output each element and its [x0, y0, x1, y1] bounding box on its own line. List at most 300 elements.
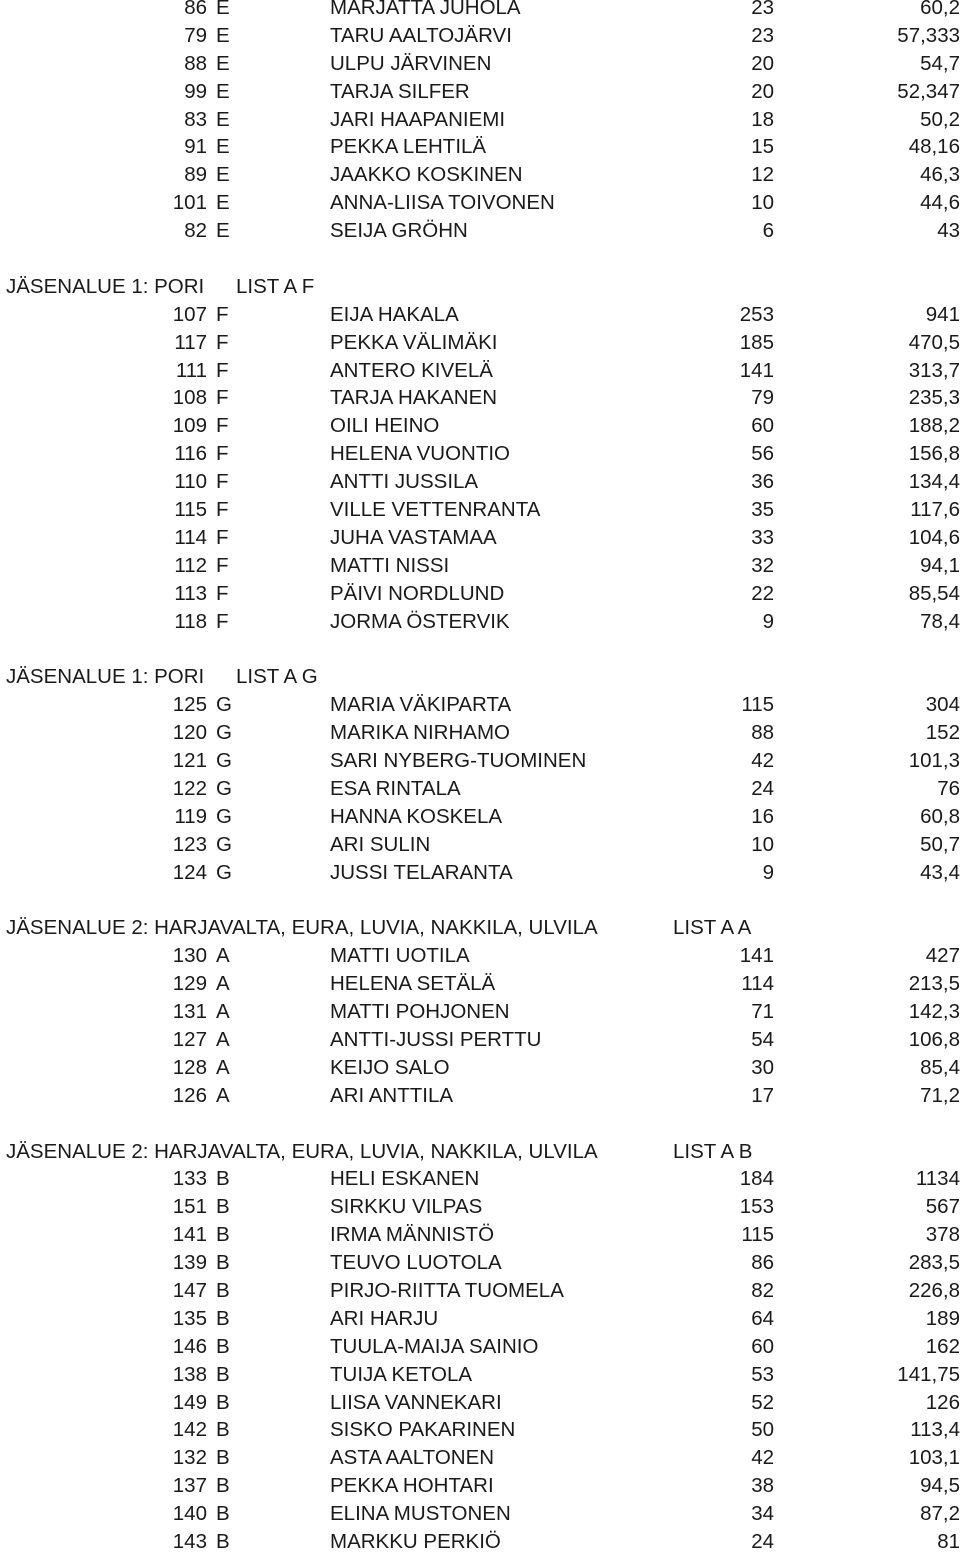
candidate-comparison: 188,2: [908, 414, 960, 438]
candidate-name: SEIJA GRÖHN: [330, 219, 468, 243]
candidate-name: ULPU JÄRVINEN: [330, 51, 492, 75]
candidate-comparison: 101,3: [908, 749, 960, 773]
candidate-list: B: [216, 1362, 230, 1386]
candidate-name: TARJA HAKANEN: [330, 386, 498, 410]
candidate-comparison: 94,5: [920, 1474, 960, 1498]
candidate-number: 128: [172, 1055, 207, 1079]
candidate-number: 149: [172, 1390, 207, 1414]
candidate-comparison: 470,5: [908, 330, 960, 354]
candidate-row: [0, 831, 960, 859]
candidate-row: [0, 0, 960, 22]
candidate-name: MATTI NISSI: [330, 553, 450, 577]
candidate-number: 89: [184, 163, 207, 187]
candidate-votes: 82: [751, 1278, 774, 1302]
candidate-row: [0, 691, 960, 719]
candidate-name: JORMA ÖSTERVIK: [330, 609, 510, 633]
candidate-comparison: 162: [925, 1334, 960, 1358]
candidate-name: ANNA-LIISA TOIVONEN: [330, 191, 555, 215]
candidate-row: [0, 580, 960, 608]
candidate-row: [0, 1361, 960, 1389]
candidate-votes: 64: [751, 1306, 774, 1330]
candidate-list: F: [216, 470, 229, 494]
section-spacer: [0, 635, 960, 663]
candidate-list: A: [216, 1083, 230, 1107]
candidate-comparison: 50,2: [920, 107, 960, 131]
candidate-list: E: [216, 107, 230, 131]
candidate-name: MARIA VÄKIPARTA: [330, 693, 512, 717]
section-header: [0, 273, 960, 301]
candidate-name: IRMA MÄNNISTÖ: [330, 1223, 495, 1247]
candidate-row: [0, 998, 960, 1026]
candidate-votes: 141: [739, 944, 774, 968]
candidate-name: VILLE VETTENRANTA: [330, 498, 541, 522]
candidate-list: F: [216, 581, 229, 605]
candidate-votes: 115: [741, 1223, 774, 1247]
candidate-list: B: [216, 1223, 230, 1247]
candidate-comparison: 189: [925, 1306, 960, 1330]
candidate-comparison: 156,8: [908, 442, 960, 466]
candidate-votes: 185: [739, 330, 774, 354]
candidate-name: ANTERO KIVELÄ: [330, 358, 493, 382]
candidate-number: 116: [174, 442, 207, 466]
candidate-list: B: [216, 1390, 230, 1414]
candidate-number: 115: [174, 498, 207, 522]
candidate-votes: 56: [751, 442, 774, 466]
candidate-name: MATTI POHJONEN: [330, 1000, 510, 1024]
section-area: JÄSENALUE 1: PORI: [6, 274, 205, 298]
candidate-number: 146: [172, 1334, 207, 1358]
candidate-list: E: [216, 0, 230, 19]
candidate-list: E: [216, 135, 230, 159]
section-list-label: LIST A F: [236, 274, 315, 298]
candidate-list: G: [216, 776, 232, 800]
candidate-row: [0, 1500, 960, 1528]
candidate-votes: 253: [739, 302, 774, 326]
section-header: [0, 914, 960, 942]
candidate-comparison: 141,75: [897, 1362, 960, 1386]
candidate-votes: 141: [739, 358, 774, 382]
candidate-comparison: 103,1: [908, 1446, 960, 1470]
candidate-votes: 20: [751, 51, 774, 75]
candidate-comparison: 54,7: [920, 51, 960, 75]
candidate-name: JAAKKO KOSKINEN: [330, 163, 523, 187]
candidate-votes: 53: [751, 1362, 774, 1386]
candidate-name: PIRJO-RIITTA TUOMELA: [330, 1278, 564, 1302]
candidate-comparison: 941: [925, 302, 960, 326]
candidate-list: E: [216, 191, 230, 215]
candidate-row: [0, 189, 960, 217]
candidate-comparison: 142,3: [908, 1000, 960, 1024]
candidate-number: 120: [172, 721, 207, 745]
candidate-votes: 6: [762, 219, 774, 243]
candidate-comparison: 60,2: [920, 0, 960, 19]
candidate-list: B: [216, 1251, 230, 1275]
candidate-votes: 9: [762, 609, 774, 633]
candidate-name: MATTI UOTILA: [330, 944, 470, 968]
candidate-comparison: 81: [937, 1529, 960, 1553]
candidate-comparison: 43,4: [920, 860, 960, 884]
candidate-number: 82: [184, 219, 207, 243]
candidate-votes: 54: [751, 1027, 774, 1051]
candidate-name: JARI HAAPANIEMI: [330, 107, 506, 131]
candidate-name: PEKKA HOHTARI: [330, 1474, 494, 1498]
candidate-list: A: [216, 1000, 230, 1024]
candidate-number: 127: [172, 1027, 207, 1051]
candidate-comparison: 113,4: [910, 1418, 960, 1442]
candidate-list: A: [216, 944, 230, 968]
candidate-row: [0, 133, 960, 161]
candidate-comparison: 48,16: [908, 135, 960, 159]
candidate-votes: 115: [741, 693, 774, 717]
candidate-list: B: [216, 1529, 230, 1553]
candidate-row: [0, 50, 960, 78]
candidate-row: [0, 1082, 960, 1110]
section-list-label: LIST A B: [673, 1139, 753, 1163]
candidate-list: B: [216, 1446, 230, 1470]
candidate-name: ELINA MUSTONEN: [330, 1502, 511, 1526]
candidate-list: G: [216, 860, 232, 884]
candidate-votes: 32: [751, 553, 774, 577]
candidate-comparison: 304: [925, 693, 960, 717]
candidate-number: 86: [184, 0, 207, 19]
candidate-number: 114: [174, 525, 207, 549]
candidate-name: OILI HEINO: [330, 414, 440, 438]
candidate-votes: 24: [751, 776, 774, 800]
candidate-list: F: [216, 442, 229, 466]
candidate-votes: 71: [751, 1000, 774, 1024]
candidate-votes: 18: [751, 107, 774, 131]
candidate-comparison: 52,347: [897, 79, 960, 103]
candidate-name: SARI NYBERG-TUOMINEN: [330, 749, 587, 773]
candidate-votes: 33: [751, 525, 774, 549]
section-spacer: [0, 245, 960, 273]
candidate-list: F: [216, 553, 229, 577]
candidate-name: ANTTI JUSSILA: [330, 470, 479, 494]
candidate-row: [0, 106, 960, 134]
candidate-comparison: 213,5: [908, 972, 960, 996]
candidate-number: 123: [172, 832, 207, 856]
candidate-votes: 23: [751, 23, 774, 47]
candidate-name: TEUVO LUOTOLA: [330, 1251, 502, 1275]
candidate-number: 99: [184, 79, 207, 103]
candidate-number: 101: [172, 191, 207, 215]
candidate-number: 107: [172, 302, 207, 326]
candidate-list: G: [216, 832, 232, 856]
candidate-row: [0, 608, 960, 636]
candidate-list: A: [216, 1027, 230, 1051]
candidate-row: [0, 1389, 960, 1417]
candidate-number: 133: [172, 1167, 207, 1191]
candidate-list: B: [216, 1502, 230, 1526]
candidate-list: E: [216, 219, 230, 243]
candidate-name: JUSSI TELARANTA: [330, 860, 513, 884]
candidate-comparison: 1134: [915, 1167, 960, 1191]
candidate-row: [0, 440, 960, 468]
section-list-label: LIST A G: [236, 665, 318, 689]
candidate-row: [0, 301, 960, 329]
candidate-votes: 114: [741, 972, 774, 996]
candidate-number: 110: [174, 470, 207, 494]
candidate-row: [0, 1305, 960, 1333]
candidate-name: HELENA VUONTIO: [330, 442, 510, 466]
candidate-number: 112: [174, 553, 207, 577]
candidate-comparison: 283,5: [908, 1251, 960, 1275]
candidate-comparison: 60,8: [920, 804, 960, 828]
candidate-name: ASTA AALTONEN: [330, 1446, 495, 1470]
candidate-number: 151: [172, 1195, 207, 1219]
candidate-number: 131: [172, 1000, 207, 1024]
candidate-votes: 23: [751, 0, 774, 19]
candidate-comparison: 78,4: [920, 609, 960, 633]
candidate-comparison: 567: [925, 1195, 960, 1219]
candidate-row: [0, 496, 960, 524]
candidate-comparison: 85,54: [908, 581, 960, 605]
candidate-votes: 9: [762, 860, 774, 884]
candidate-name: MARIKA NIRHAMO: [330, 721, 510, 745]
candidate-name: MARKKU PERKIÖ: [330, 1529, 501, 1553]
candidate-votes: 36: [751, 470, 774, 494]
candidate-votes: 16: [751, 804, 774, 828]
candidate-row: [0, 22, 960, 50]
candidate-comparison: 44,6: [920, 191, 960, 215]
candidate-row: [0, 1193, 960, 1221]
candidate-name: ARI ANTTILA: [330, 1083, 454, 1107]
candidate-comparison: 126: [925, 1390, 960, 1414]
candidate-comparison: 46,3: [920, 163, 960, 187]
candidate-list: B: [216, 1418, 230, 1442]
candidate-row: [0, 78, 960, 106]
candidate-list: B: [216, 1474, 230, 1498]
candidate-votes: 15: [751, 135, 774, 159]
candidate-row: [0, 468, 960, 496]
candidate-comparison: 226,8: [908, 1278, 960, 1302]
candidate-name: SISKO PAKARINEN: [330, 1418, 516, 1442]
candidate-name: ESA RINTALA: [330, 776, 461, 800]
candidate-row: [0, 1444, 960, 1472]
candidate-comparison: 152: [925, 721, 960, 745]
candidate-row: [0, 942, 960, 970]
candidate-number: 79: [184, 23, 207, 47]
candidate-list: F: [216, 498, 229, 522]
candidate-row: [0, 1416, 960, 1444]
candidate-comparison: 85,4: [920, 1055, 960, 1079]
candidate-number: 83: [184, 107, 207, 131]
candidate-row: [0, 775, 960, 803]
candidate-row: [0, 970, 960, 998]
candidate-comparison: 427: [925, 944, 960, 968]
candidate-number: 109: [172, 414, 207, 438]
candidate-votes: 42: [751, 1446, 774, 1470]
candidate-row: [0, 859, 960, 887]
candidate-comparison: 313,7: [908, 358, 960, 382]
candidate-votes: 34: [751, 1502, 774, 1526]
candidate-list: B: [216, 1334, 230, 1358]
candidate-votes: 52: [751, 1390, 774, 1414]
candidate-votes: 10: [751, 832, 774, 856]
candidate-number: 135: [172, 1306, 207, 1330]
candidate-votes: 10: [751, 191, 774, 215]
candidate-votes: 50: [751, 1418, 774, 1442]
candidate-number: 126: [172, 1083, 207, 1107]
candidate-list: E: [216, 163, 230, 187]
candidate-list: B: [216, 1306, 230, 1330]
candidate-name: TARU AALTOJÄRVI: [330, 23, 512, 47]
candidate-votes: 30: [751, 1055, 774, 1079]
candidate-votes: 22: [751, 581, 774, 605]
candidate-list: B: [216, 1278, 230, 1302]
candidate-name: MARJATTA JUHOLA: [330, 0, 521, 19]
candidate-name: HELENA SETÄLÄ: [330, 972, 496, 996]
candidate-name: PEKKA VÄLIMÄKI: [330, 330, 498, 354]
section-spacer: [0, 887, 960, 915]
candidate-number: 125: [172, 693, 207, 717]
candidate-number: 124: [172, 860, 207, 884]
candidate-list: F: [216, 358, 229, 382]
section-spacer: [0, 1110, 960, 1138]
candidate-votes: 88: [751, 721, 774, 745]
candidate-list: G: [216, 693, 232, 717]
candidate-number: 122: [172, 776, 207, 800]
candidate-row: [0, 747, 960, 775]
candidate-votes: 17: [751, 1083, 774, 1107]
candidate-row: [0, 161, 960, 189]
candidate-votes: 60: [751, 414, 774, 438]
candidate-comparison: 87,2: [920, 1502, 960, 1526]
candidate-row: [0, 357, 960, 385]
candidate-votes: 86: [751, 1251, 774, 1275]
candidate-list: E: [216, 51, 230, 75]
candidate-number: 88: [184, 51, 207, 75]
candidate-row: [0, 1277, 960, 1305]
candidate-name: PEKKA LEHTILÄ: [330, 135, 487, 159]
candidate-votes: 12: [751, 163, 774, 187]
section-area: JÄSENALUE 2: HARJAVALTA, EURA, LUVIA, NAKKILA, ULVILA: [6, 1139, 598, 1163]
candidate-row: [0, 524, 960, 552]
candidate-number: 91: [184, 135, 207, 159]
candidate-number: 140: [172, 1502, 207, 1526]
candidate-votes: 79: [751, 386, 774, 410]
candidate-list: F: [216, 414, 229, 438]
candidate-list: G: [216, 721, 232, 745]
candidate-row: [0, 1528, 960, 1556]
candidate-name: SIRKKU VILPAS: [330, 1195, 483, 1219]
candidate-row: [0, 803, 960, 831]
section-list-label: LIST A A: [673, 916, 752, 940]
candidate-name: TUIJA KETOLA: [330, 1362, 473, 1386]
candidate-list: F: [216, 525, 229, 549]
section-area: JÄSENALUE 1: PORI: [6, 665, 205, 689]
candidate-comparison: 50,7: [920, 832, 960, 856]
candidate-number: 111: [175, 358, 207, 382]
candidate-name: ARI SULIN: [330, 832, 431, 856]
candidate-comparison: 43: [937, 219, 960, 243]
candidate-list: E: [216, 79, 230, 103]
candidate-number: 147: [172, 1278, 207, 1302]
candidate-comparison: 117,6: [910, 498, 960, 522]
candidate-list: F: [216, 302, 229, 326]
candidate-row: [0, 719, 960, 747]
candidate-comparison: 106,8: [908, 1027, 960, 1051]
candidate-votes: 38: [751, 1474, 774, 1498]
candidate-name: EIJA HAKALA: [330, 302, 459, 326]
candidate-name: PÄIVI NORDLUND: [330, 581, 505, 605]
candidate-votes: 153: [739, 1195, 774, 1219]
candidate-number: 139: [172, 1251, 207, 1275]
candidate-name: TARJA SILFER: [330, 79, 470, 103]
candidate-number: 119: [174, 804, 207, 828]
candidate-votes: 24: [751, 1529, 774, 1553]
candidate-row: [0, 217, 960, 245]
candidate-votes: 184: [739, 1167, 774, 1191]
section-area: JÄSENALUE 2: HARJAVALTA, EURA, LUVIA, NAKKILA, ULVILA: [6, 916, 598, 940]
candidate-list: G: [216, 749, 232, 773]
candidate-number: 121: [172, 749, 207, 773]
candidate-number: 113: [174, 581, 207, 605]
candidate-votes: 35: [751, 498, 774, 522]
candidate-row: [0, 329, 960, 357]
candidate-list: F: [216, 609, 229, 633]
candidate-comparison: 378: [925, 1223, 960, 1247]
candidate-comparison: 76: [937, 776, 960, 800]
candidate-number: 141: [172, 1223, 207, 1247]
candidate-number: 108: [172, 386, 207, 410]
candidate-list: B: [216, 1195, 230, 1219]
candidate-name: HELI ESKANEN: [330, 1167, 480, 1191]
candidate-row: [0, 1333, 960, 1361]
candidate-number: 129: [172, 972, 207, 996]
candidate-number: 137: [172, 1474, 207, 1498]
candidate-row: [0, 384, 960, 412]
candidate-name: KEIJO SALO: [330, 1055, 450, 1079]
candidate-list: G: [216, 804, 232, 828]
candidate-name: ARI HARJU: [330, 1306, 439, 1330]
section-header: [0, 663, 960, 691]
candidate-comparison: 57,333: [897, 23, 960, 47]
candidate-list: F: [216, 330, 229, 354]
candidate-row: [0, 1026, 960, 1054]
candidate-row: [0, 1472, 960, 1500]
candidate-number: 142: [172, 1418, 207, 1442]
candidate-comparison: 104,6: [908, 525, 960, 549]
candidate-name: TUULA-MAIJA SAINIO: [330, 1334, 539, 1358]
candidate-list: B: [216, 1167, 230, 1191]
candidate-name: HANNA KOSKELA: [330, 804, 503, 828]
candidate-comparison: 94,1: [920, 553, 960, 577]
candidate-name: JUHA VASTAMAA: [330, 525, 497, 549]
candidate-row: [0, 552, 960, 580]
candidate-comparison: 235,3: [908, 386, 960, 410]
candidate-list: F: [216, 386, 229, 410]
candidate-number: 130: [172, 944, 207, 968]
candidate-row: [0, 1165, 960, 1193]
candidate-name: ANTTI-JUSSI PERTTU: [330, 1027, 542, 1051]
candidate-number: 132: [172, 1446, 207, 1470]
candidate-votes: 42: [751, 749, 774, 773]
candidate-name: LIISA VANNEKARI: [330, 1390, 502, 1414]
candidate-row: [0, 1249, 960, 1277]
candidate-row: [0, 1054, 960, 1082]
candidate-list: E: [216, 23, 230, 47]
candidate-votes: 20: [751, 79, 774, 103]
candidate-list: A: [216, 1055, 230, 1079]
candidate-votes: 60: [751, 1334, 774, 1358]
candidate-number: 138: [172, 1362, 207, 1386]
section-header: [0, 1138, 960, 1166]
candidate-comparison: 134,4: [908, 470, 960, 494]
candidate-number: 118: [174, 609, 207, 633]
candidate-number: 117: [174, 330, 207, 354]
candidate-comparison: 71,2: [920, 1083, 960, 1107]
